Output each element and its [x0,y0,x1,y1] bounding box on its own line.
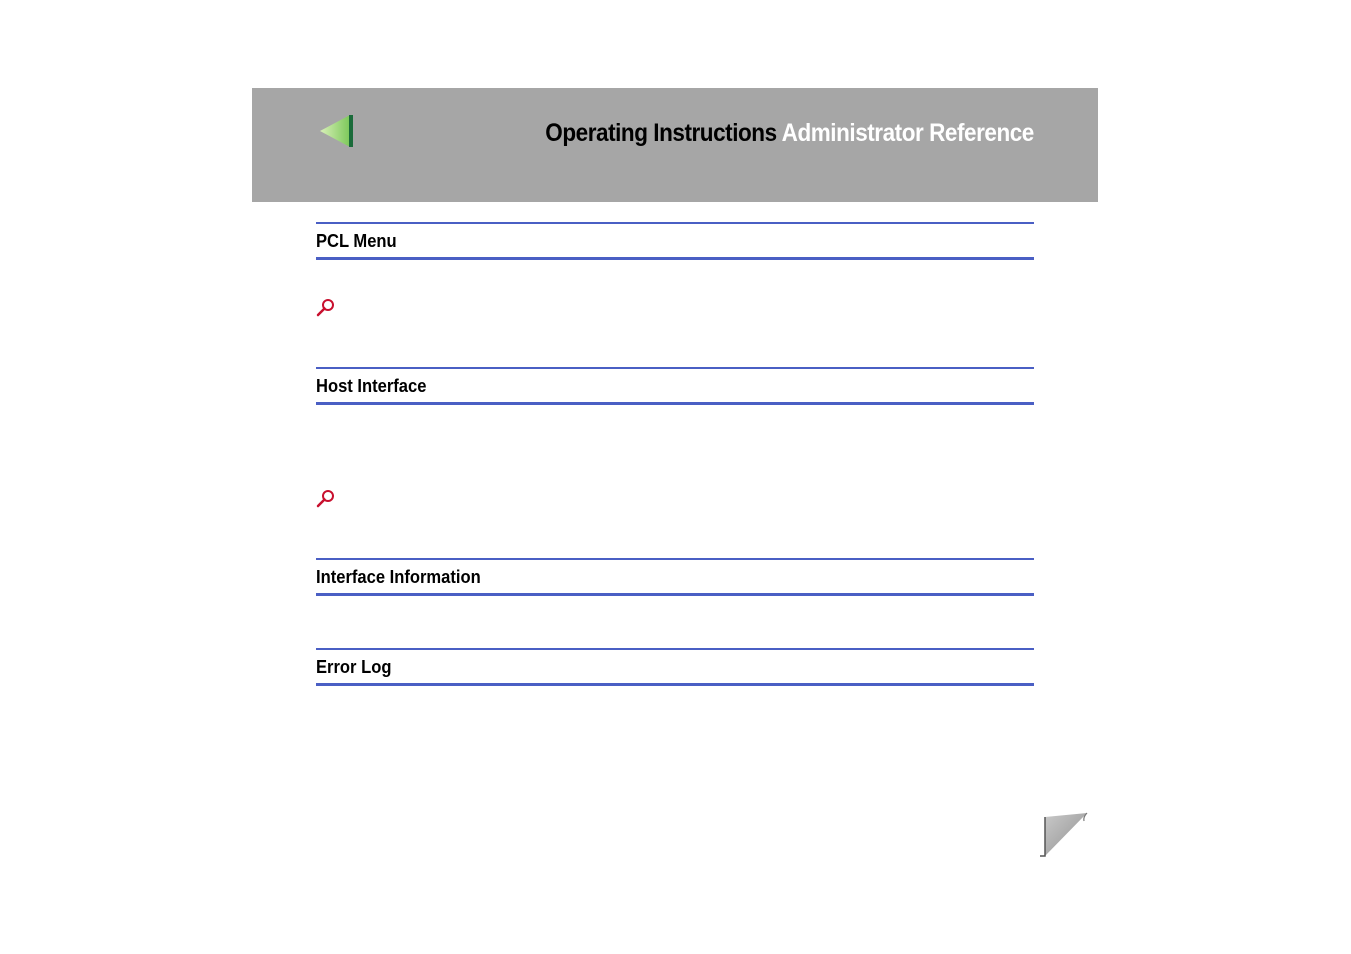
reference-link[interactable] [316,489,336,509]
page-curl-icon [1038,811,1090,859]
section-heading-interface-information [316,558,1034,596]
section-heading-error-log [316,648,1034,686]
document-header [252,88,1098,202]
magnifier-icon [316,298,336,318]
section-heading-label: Error Log [316,657,392,677]
magnifier-icon [316,489,336,509]
section-heading-host-interface [316,367,1034,405]
title-primary: Operating Instructions [545,119,777,147]
section-heading-label: PCL Menu [316,231,397,251]
back-button[interactable] [318,114,354,150]
triangle-left-icon [318,114,354,150]
next-page-button[interactable] [1038,811,1090,859]
title-secondary: Administrator Reference [781,119,1034,147]
document-title [545,119,1034,148]
section-heading-label: Interface Information [316,567,481,587]
reference-link[interactable] [316,298,336,318]
section-heading-label: Host Interface [316,376,427,396]
section-heading-pcl-menu [316,222,1034,260]
